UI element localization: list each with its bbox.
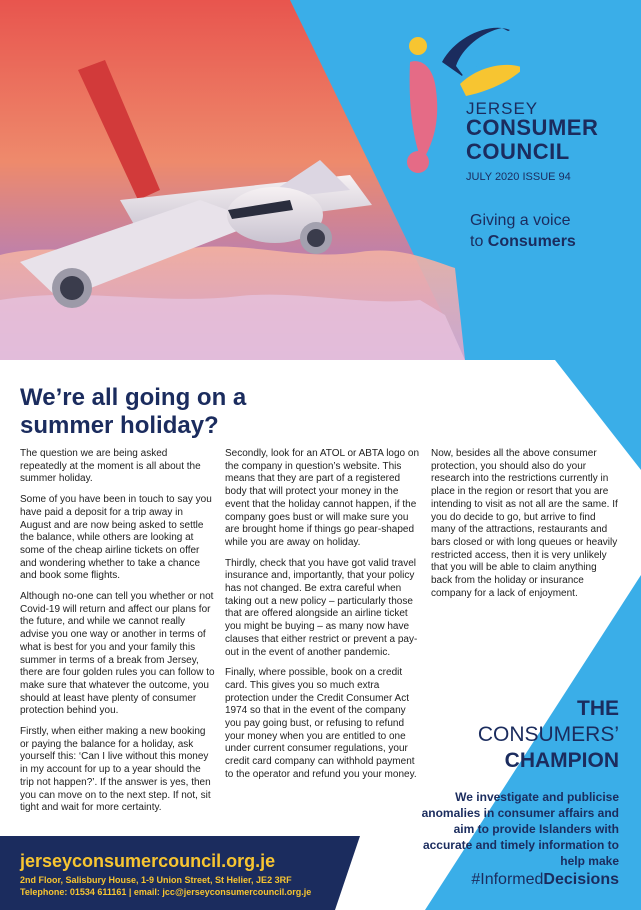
hashtag-bold: Decisions bbox=[543, 871, 619, 888]
footer-contact bbox=[20, 874, 311, 898]
paragraph: Firstly, when either making a new booking or paying the balance for a holiday, ask yourself this: ‘Can I live without this money in my account for up to a year should the trip not happen?’. If the answer is yes, then you can move on to the next step. If not, sit tight and wait for more certainty. bbox=[20, 726, 211, 814]
footer-address: 2nd Floor, Salisbury House, 1-9 Union Street, St Helier, JE2 3RF bbox=[20, 875, 292, 885]
paragraph: Secondly, look for an ATOL or ABTA logo on the company in question’s website. This means that they are part of a registered body that will protect your money in the event that the holiday cannot happen, if the company goes bust or will make sure you are brought home if things go pear-shaped while you are away on holiday. bbox=[225, 448, 420, 548]
article-column-3 bbox=[431, 448, 619, 608]
tagline bbox=[470, 210, 576, 252]
article-column-1 bbox=[20, 448, 216, 823]
footer-phone-email[interactable]: Telephone: 01534 611161 | email: jcc@jerseyconsumercouncil.org.je bbox=[20, 887, 312, 897]
champion-line-1: THE bbox=[577, 697, 619, 720]
paragraph: The question we are being asked repeatedly at the moment is all about the summer holiday. bbox=[20, 448, 201, 485]
tagline-bold: Consumers bbox=[487, 233, 576, 250]
footer-band bbox=[0, 836, 360, 910]
issue-label: JULY 2020 ISSUE 94 bbox=[466, 171, 571, 183]
champion-line-2: CONSUMERS’ bbox=[477, 723, 619, 746]
website-link[interactable]: jerseyconsumercouncil.org.je bbox=[20, 851, 276, 871]
champion-line-3: CHAMPION bbox=[504, 749, 619, 772]
paragraph: Now, besides all the above consumer protection, you should also do your research into the restrictions currently in place in the region or resort that you are intending to visit as not all are the same. If you do decide to go, but arrive to find many of the attractions, restaurants and bars closed or with long queues or heavily restricted access, then it is very unlikely that you will be able to claim anything back from the holiday or insurance company for a lack of enjoyment. bbox=[431, 448, 618, 599]
tagline-to: to bbox=[470, 233, 484, 250]
article-column-2 bbox=[225, 448, 421, 790]
hashtag-prefix: #Informed bbox=[471, 871, 544, 888]
mission-statement: We investigate and publicise anomalies in consumer affairs and aim to provide Islanders with accurate and timely information to help make bbox=[421, 790, 619, 868]
paragraph: Finally, where possible, book on a credit card. This gives you so much extra protection under the Credit Consumer Act 1974 so that in the event of the company you pay going bust, or refusing to refund your money when you are entitled to one under current consumer regulations, your credit card company can withhold payment to the operator and refund you your money. bbox=[225, 667, 417, 780]
brand-line-consumer: CONSUMER bbox=[466, 115, 599, 140]
brand-line-jersey: JERSEY bbox=[466, 99, 539, 118]
article-headline: We’re all going on a summer holiday? bbox=[20, 384, 247, 439]
paragraph: Although no-one can tell you whether or not Covid-19 will return and affect our plans for the future, and while we cannot really advise you one way or another in terms of what is best for you and your family this summer in terms of a break from Jersey, there are four golden rules you can follow to make sure that whatever the outcome, you should at least have plenty of consumer protection behind you. bbox=[20, 591, 215, 717]
paragraph: Some of you have been in touch to say you have paid a deposit for a trip away in August and are now being asked to settle the balance, while others are looking at some of the cheap airline tickets on offer and wondering whether to take a chance and book some flights. bbox=[20, 494, 212, 582]
paragraph: Thirdly, check that you have got valid travel insurance and, importantly, that your policy has not changed. Be extra careful when taking out a new policy – particularly those that are offered alongside an airline ticket you might be buying – as many now have clauses that either restrict or prevent a pay-out in the event of another pandemic. bbox=[225, 557, 418, 658]
brand-line-council: COUNCIL bbox=[466, 139, 570, 164]
tagline-line1: Giving a voice bbox=[470, 212, 571, 229]
hashtag bbox=[471, 871, 619, 889]
